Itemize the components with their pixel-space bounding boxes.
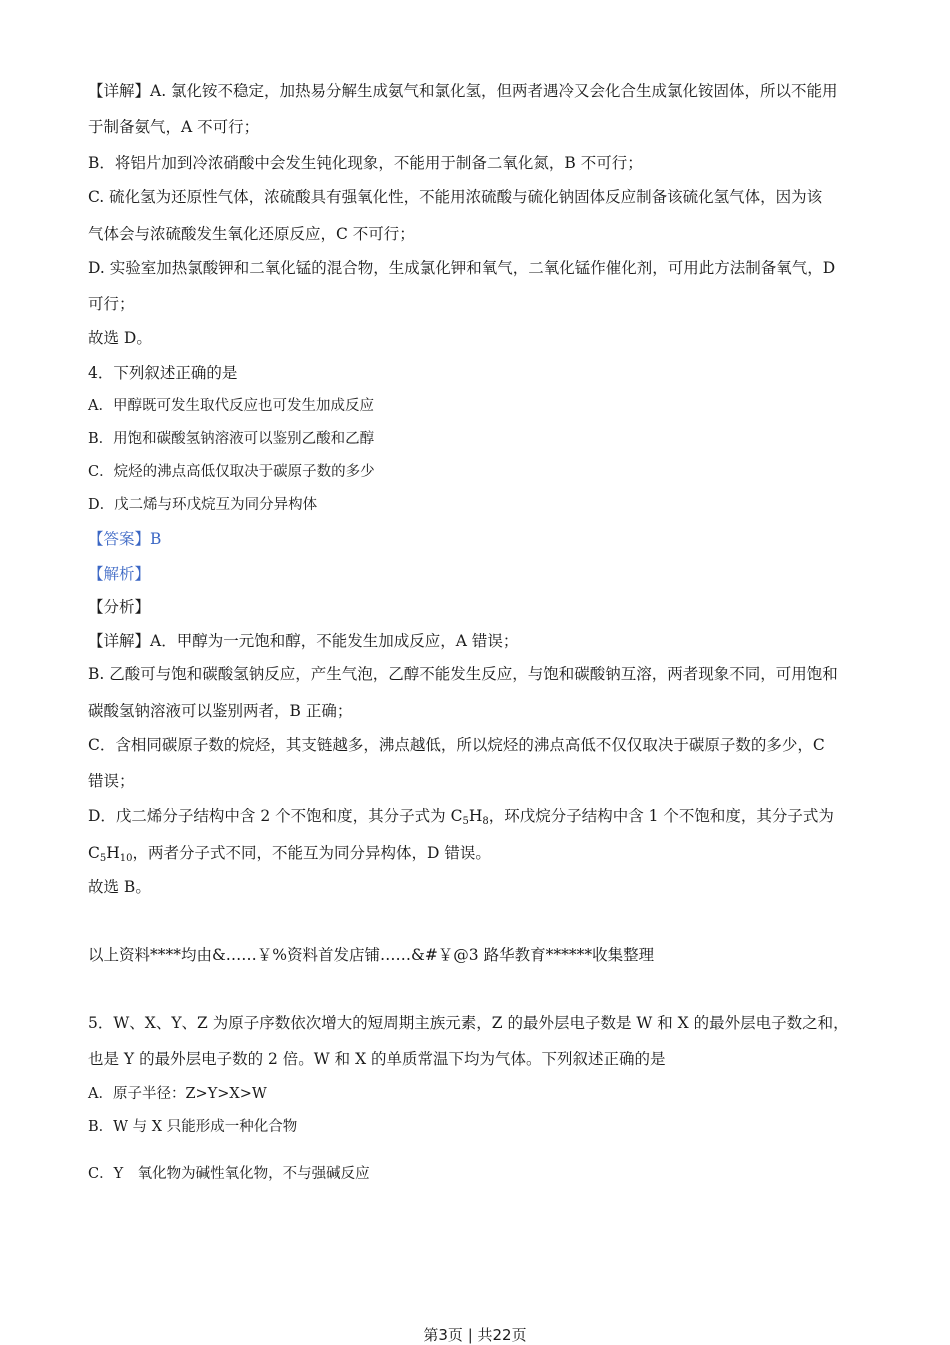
text-line-formula: D．戊二烯分子结构中含 2 个不饱和度，其分子式为 $C_5H_8$，环戊烷分子结构中含 1 个不饱和度，其分子式为	[88, 807, 834, 827]
text-line: D. 实验室加热氯酸钾和二氧化锰的混合物，生成氯化钾和氧气，二氧化锰作催化剂，可用此方法制备氧气，D	[88, 259, 836, 277]
question-4-option-d: D．戊二烯与环戊烷互为同分异构体	[88, 497, 318, 513]
text-line: 碳酸氢钠溶液可以鉴别两者，B 正确；	[88, 702, 353, 720]
text-line: 错误；	[88, 772, 135, 790]
question-5-stem-cont: 也是 Y 的最外层电子数的 2 倍。W 和 X 的单质常温下均为气体。下列叙述正确的是	[88, 1050, 666, 1068]
fenxi-label: 【分析】	[88, 598, 151, 616]
watermark-line: 以上资料****均由&……￥%资料首发店铺……&#￥@3 路华教育******收集整理	[88, 946, 655, 964]
answer-label: 【答案】B	[88, 530, 162, 548]
text-line: 气体会与浓硫酸发生氧化还原反应，C 不可行；	[88, 225, 415, 243]
analysis-label: 【解析】	[88, 565, 151, 583]
text-line: 故选 D。	[88, 329, 152, 347]
question-4-option-b: B．用饱和碳酸氢钠溶液可以鉴别乙酸和乙醇	[88, 431, 375, 447]
question-5-option-a: A．原子半径：Z>Y>X>W	[88, 1086, 267, 1102]
text-line-formula: $C_5H_{10}$，两者分子式不同，不能互为同分异构体，D 错误。	[88, 844, 491, 864]
text-line: B. 乙酸可与饱和碳酸氢钠反应，产生气泡，乙醇不能发生反应，与饱和碳酸钠互溶，两者现象不同，可用饱和	[88, 665, 838, 683]
text-line: 于制备氨气，A 不可行；	[88, 118, 260, 136]
page-total: 22	[492, 1326, 512, 1344]
text-line: 可行；	[88, 295, 135, 313]
question-4-option-c: C．烷烃的沸点高低仅取决于碳原子数的多少	[88, 464, 375, 480]
text-line: B．将铝片加到冷浓硝酸中会发生钝化现象，不能用于制备二氧化氮，B 不可行；	[88, 154, 643, 172]
page-number: 3	[438, 1326, 448, 1344]
page-footer: 第3页 | 共22页	[423, 1326, 527, 1344]
question-4-stem: 4．下列叙述正确的是	[88, 364, 238, 382]
question-5-option-c: C．Y 氧化物为碱性氧化物，不与强碱反应	[88, 1166, 370, 1182]
question-5-stem: 5．W、X、Y、Z 为原子序数依次增大的短周期主族元素，Z 的最外层电子数是 W 和 X 的最外层电子数之和，	[88, 1014, 849, 1032]
text-line: C. 硫化氢为还原性气体，浓硫酸具有强氧化性，不能用浓硫酸与硫化钠固体反应制备该硫化氢气体，因为该	[88, 188, 823, 206]
text-line: 【详解】A．甲醇为一元饱和醇，不能发生加成反应，A 错误；	[88, 632, 519, 650]
text-line: C．含相同碳原子数的烷烃，其支链越多，沸点越低，所以烷烃的沸点高低不仅仅取决于碳原子数的多少，C	[88, 736, 825, 754]
question-4-option-a: A．甲醇既可发生取代反应也可发生加成反应	[88, 398, 374, 414]
text-line: 【详解】A. 氯化铵不稳定，加热易分解生成氨气和氯化氢，但两者遇冷又会化合生成氯化铵固体，所以不能用	[88, 82, 838, 100]
question-5-option-b: B．W 与 X 只能形成一种化合物	[88, 1119, 298, 1135]
text-line: 故选 B。	[88, 878, 151, 896]
